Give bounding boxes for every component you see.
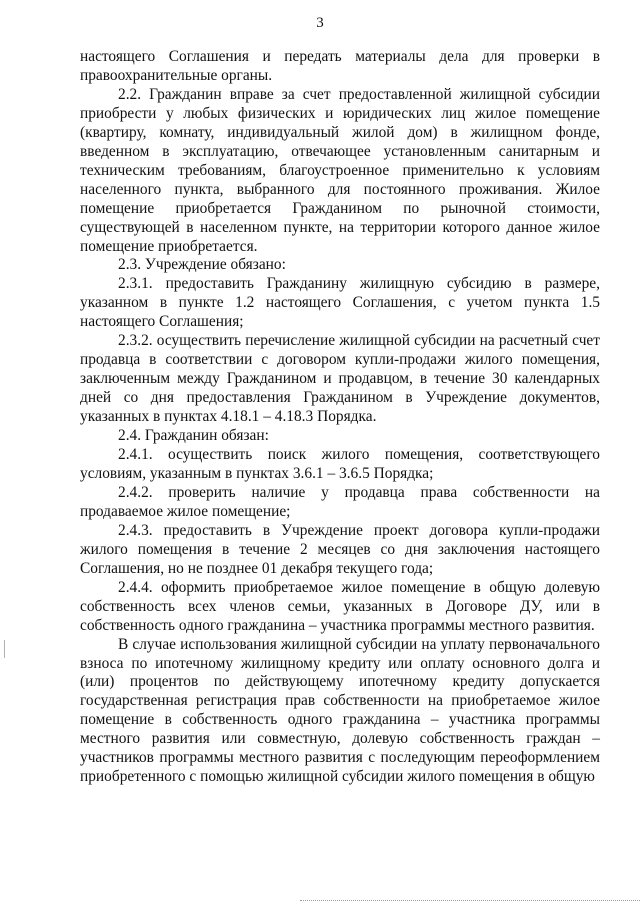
page-number: 3: [316, 15, 324, 31]
paragraph-continuation: настоящего Соглашения и передать материалы дела для проверки в правоохранительные органы.: [80, 48, 600, 84]
paragraph-2-4-2: 2.4.2. проверить наличие у продавца права собственности на продаваемое жилое помещение;: [80, 483, 600, 520]
scan-margin-mark: [4, 640, 5, 658]
paragraph-2-3-2: 2.3.2. осуществить перечисление жилищной субсидии на расчетный счет продавца в соответствии с договором купли-продажи жилого помещения, заключенным между Гражданином и продавцом, в течение 30 календарных дней со дня предоставления Гражданином в Учреждение документов, указанных в пунктах 4.18.1 – 4.18.3 Порядка.: [80, 332, 600, 426]
scan-bottom-edge: [300, 900, 640, 901]
paragraph-2-4-4: 2.4.4. оформить приобретаемое жилое помещение в общую долевую собственность всех членов семьи, указанных в Договоре ДУ, или в собственность одного гражданина – участника программы местного развития.: [80, 578, 600, 634]
paragraph-2-2: 2.2. Гражданин вправе за счет предоставленной жилищной субсидии приобрести у любых физических и юридических лиц жилое помещение (квартиру, комнату, индивидуальный жилой дом) в жилищном фонде, введенном в эксплуатацию, отвечающее установленным санитарным и техническим требованиям, благоустроенное применительно к условиям населенного пункта, выбранного для постоянного проживания. Жилое помещение приобретается Гражданином по рыночной стоимости, существующей в населенном пункте, на территории которого данное жилое помещение приобретается.: [80, 85, 600, 255]
paragraph-2-3: 2.3. Учреждение обязано:: [118, 256, 286, 274]
paragraph-2-4: 2.4. Гражданин обязан:: [118, 427, 269, 445]
paragraph-2-3-1: 2.3.1. предоставить Гражданину жилищную субсидию в размере, указанном в пункте 1.2 настоящего Соглашения, с учетом пункта 1.5 настоящего Соглашения;: [80, 275, 600, 331]
paragraph-mortgage: В случае использования жилищной субсидии на уплату первоначального взноса по ипотечному жилищному кредиту или оплату основного долга и (или) процентов по действующему ипотечному кредиту допускается государственная регистрация прав собственности на приобретаемое жилое помещение в собственность одного гражданина – участника программы местного развития или совместную, долевую собственность граждан – участников программы местного развития с последующим переоформлением приобретенного с помощью жилищной субсидии жилого помещения в общую: [80, 635, 600, 786]
document-body: [80, 48, 600, 787]
paragraph-2-4-3: 2.4.3. предоставить в Учреждение проект договора купли-продажи жилого помещения в течение 2 месяцев со дня заключения настоящего Соглашения, но не позднее 01 декабря текущего года;: [80, 521, 600, 577]
paragraph-2-4-1: 2.4.1. осуществить поиск жилого помещения, соответствующего условиям, указанным в пунктах 3.6.1 – 3.6.5 Порядка;: [80, 446, 600, 482]
